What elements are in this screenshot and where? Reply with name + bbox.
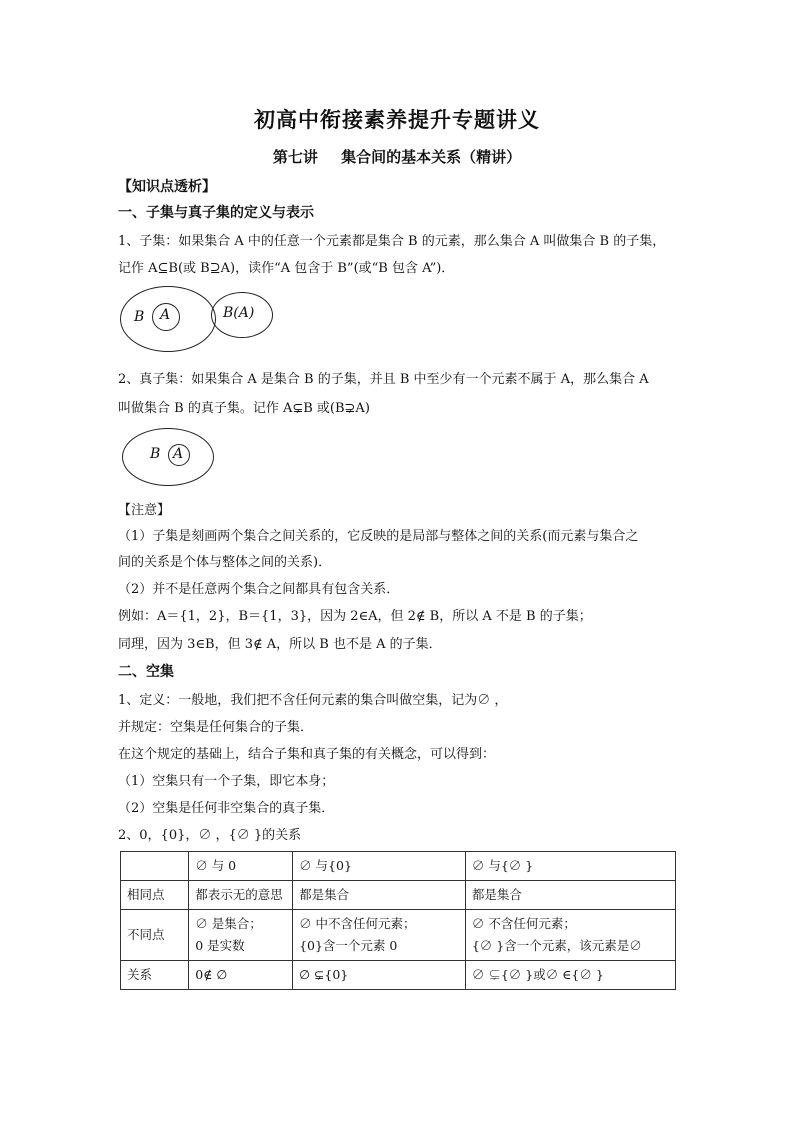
equal-sets-diagram bbox=[211, 292, 275, 340]
table-row-similarities bbox=[121, 881, 676, 910]
cell-line: ∅ 是集合； bbox=[195, 916, 262, 931]
cell-line: ∅ 不含任何元素； bbox=[471, 916, 576, 931]
outer-set-label: B bbox=[134, 309, 145, 325]
proper-subset-venn-diagram bbox=[122, 428, 216, 488]
table-header-cell: ∅ 与{∅ } bbox=[465, 852, 675, 881]
section2-heading: 二、空集 bbox=[118, 664, 174, 680]
relation-heading: 2、0，{0}，∅ ，{∅ }的关系 bbox=[118, 828, 302, 843]
table-header-row bbox=[121, 852, 676, 881]
subset-venn-diagram bbox=[120, 286, 218, 354]
section1-heading: 一、子集与真子集的定义与表示 bbox=[118, 205, 314, 221]
example-line1: 例如：A＝{1，2}，B＝{1，3}，因为 2∈A，但 2∉ B，所以 A 不是 B 的子集； bbox=[118, 609, 592, 624]
inner-set-label: A bbox=[160, 307, 171, 323]
table-row-differences bbox=[121, 910, 676, 961]
table-cell: 都是集合 bbox=[293, 881, 466, 910]
table-header-cell bbox=[121, 852, 189, 881]
subset-definition-line1: 1、子集：如果集合 A 中的任意一个元素都是集合 B 的元素，那么集合 A 叫做集合 B 的子集， bbox=[118, 234, 666, 249]
knowledge-heading: 【知识点透析】 bbox=[118, 179, 216, 195]
table-cell: ∅ ⊊{∅ }或∅ ∈{∅ } bbox=[465, 961, 675, 990]
cell-line: {∅ }含一个元素，该元素是∅ bbox=[471, 938, 642, 953]
proper-subset-definition-line2: 叫做集合 B 的真子集。记作 A⊊B 或(B⊋A) bbox=[118, 401, 370, 416]
table-cell: ∅ ⊊{0} bbox=[293, 961, 466, 990]
table-row-relation bbox=[121, 961, 676, 990]
note-1-line2: 间的关系是个体与整体之间的关系)． bbox=[118, 555, 332, 570]
table-cell bbox=[293, 910, 466, 961]
inner-set-label: A bbox=[173, 446, 184, 462]
empty-set-definition: 1、定义：一般地，我们把不含任何元素的集合叫做空集，记为∅ ， bbox=[118, 693, 508, 708]
table-cell: 都表示无的意思 bbox=[189, 881, 293, 910]
proper-subset-definition-line1: 2、真子集：如果集合 A 是集合 B 的子集，并且 B 中至少有一个元素不属于 A，那么集合 A bbox=[118, 372, 649, 387]
subset-definition-line2: 记作 A⊆B(或 B⊇A)，读作“A 包含于 B”(或“B 包含 A”)． bbox=[118, 261, 455, 276]
empty-set-property-2: （2）空集是任何非空集合的真子集． bbox=[118, 801, 335, 816]
outer-set-label: B bbox=[150, 446, 161, 462]
empty-set-rule: 并规定：空集是任何集合的子集． bbox=[118, 720, 314, 735]
cell-line: {0}含一个元素 0 bbox=[299, 938, 398, 953]
table-header-cell: ∅ 与 0 bbox=[189, 852, 293, 881]
empty-set-property-1: （1）空集只有一个子集，即它本身； bbox=[118, 774, 335, 789]
table-cell: 0∉ ∅ bbox=[189, 961, 293, 990]
row-label: 不同点 bbox=[121, 910, 189, 961]
table-cell: 都是集合 bbox=[465, 881, 675, 910]
table-cell bbox=[189, 910, 293, 961]
equal-set-label: B(A) bbox=[223, 305, 255, 321]
row-label: 相同点 bbox=[121, 881, 189, 910]
table-cell bbox=[465, 910, 675, 961]
table-header-cell: ∅ 与{0} bbox=[293, 852, 466, 881]
page-title: 初高中衔接素养提升专题讲义 bbox=[254, 108, 540, 132]
note-1-line1: （1）子集是刻画两个集合之间关系的，它反映的是局部与整体之间的关系(而元素与集合之 bbox=[118, 529, 639, 544]
lecture-subtitle: 第七讲 集合间的基本关系（精讲） bbox=[272, 148, 522, 166]
note-2: （2）并不是任意两个集合之间都具有包含关系． bbox=[118, 582, 400, 597]
relation-table bbox=[120, 851, 676, 990]
cell-line: 0 是实数 bbox=[195, 938, 245, 953]
note-heading: 【注意】 bbox=[118, 503, 171, 518]
example-line2: 同理，因为 3∈B，但 3∉ A，所以 B 也不是 A 的子集． bbox=[118, 637, 442, 652]
cell-line: ∅ 中不含任何元素； bbox=[299, 916, 416, 931]
empty-set-basis: 在这个规定的基础上，结合子集和真子集的有关概念，可以得到： bbox=[118, 747, 496, 762]
row-label: 关系 bbox=[121, 961, 189, 990]
